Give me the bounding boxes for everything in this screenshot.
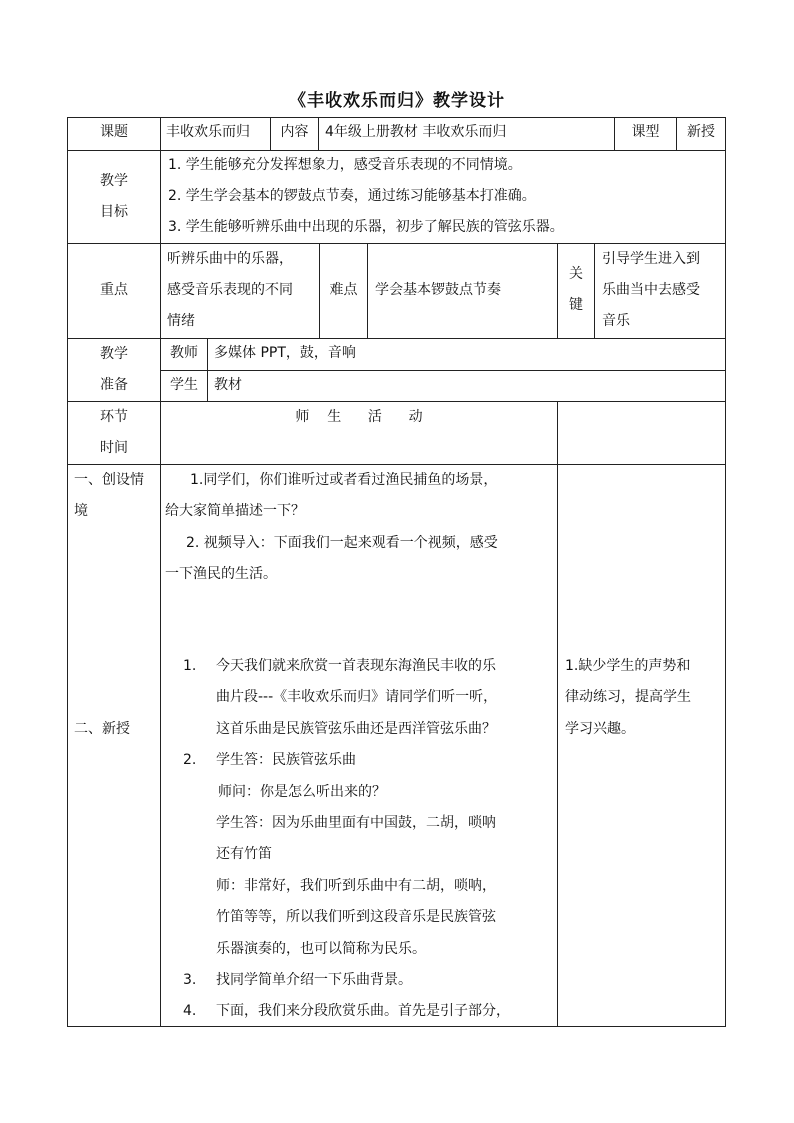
teacher-label: 教师 bbox=[170, 345, 198, 361]
page-title: 《丰收欢乐而归》教学设计 bbox=[289, 91, 505, 111]
difficulty-value: 学会基本锣鼓点节奏 bbox=[375, 282, 501, 298]
content-label: 内容 bbox=[280, 124, 309, 140]
topic-label: 课题 bbox=[100, 124, 128, 140]
teacher-value: 多媒体 PPT，鼓，音响 bbox=[214, 345, 356, 361]
list-number: 2. bbox=[183, 752, 197, 768]
difficulty-label: 难点 bbox=[329, 282, 358, 298]
section2-label: 二、新授 bbox=[74, 721, 130, 737]
goal-item: 3. 学生能够听辨乐曲中出现的乐器，初步了解民族的管弦乐器。 bbox=[168, 219, 564, 235]
topic-value: 丰收欢乐而归 bbox=[166, 124, 250, 140]
type-value: 新授 bbox=[687, 124, 715, 140]
activity-header: 师 生 活 动 bbox=[295, 409, 423, 425]
list-number: 1. bbox=[183, 658, 197, 674]
goal-item: 1. 学生能够充分发挥想象力，感受音乐表现的不同情境。 bbox=[168, 157, 522, 173]
content-value: 4年级上册教材 丰收欢乐而归 bbox=[325, 124, 507, 140]
focus-label: 重点 bbox=[100, 282, 128, 298]
type-label: 课型 bbox=[631, 124, 660, 140]
student-label: 学生 bbox=[170, 377, 198, 393]
goal-item: 2. 学生学会基本的锣鼓点节奏，通过练习能够基本打准确。 bbox=[168, 188, 536, 204]
student-value: 教材 bbox=[214, 377, 242, 393]
list-number: 3. bbox=[183, 972, 197, 988]
list-number: 4. bbox=[183, 1003, 197, 1019]
